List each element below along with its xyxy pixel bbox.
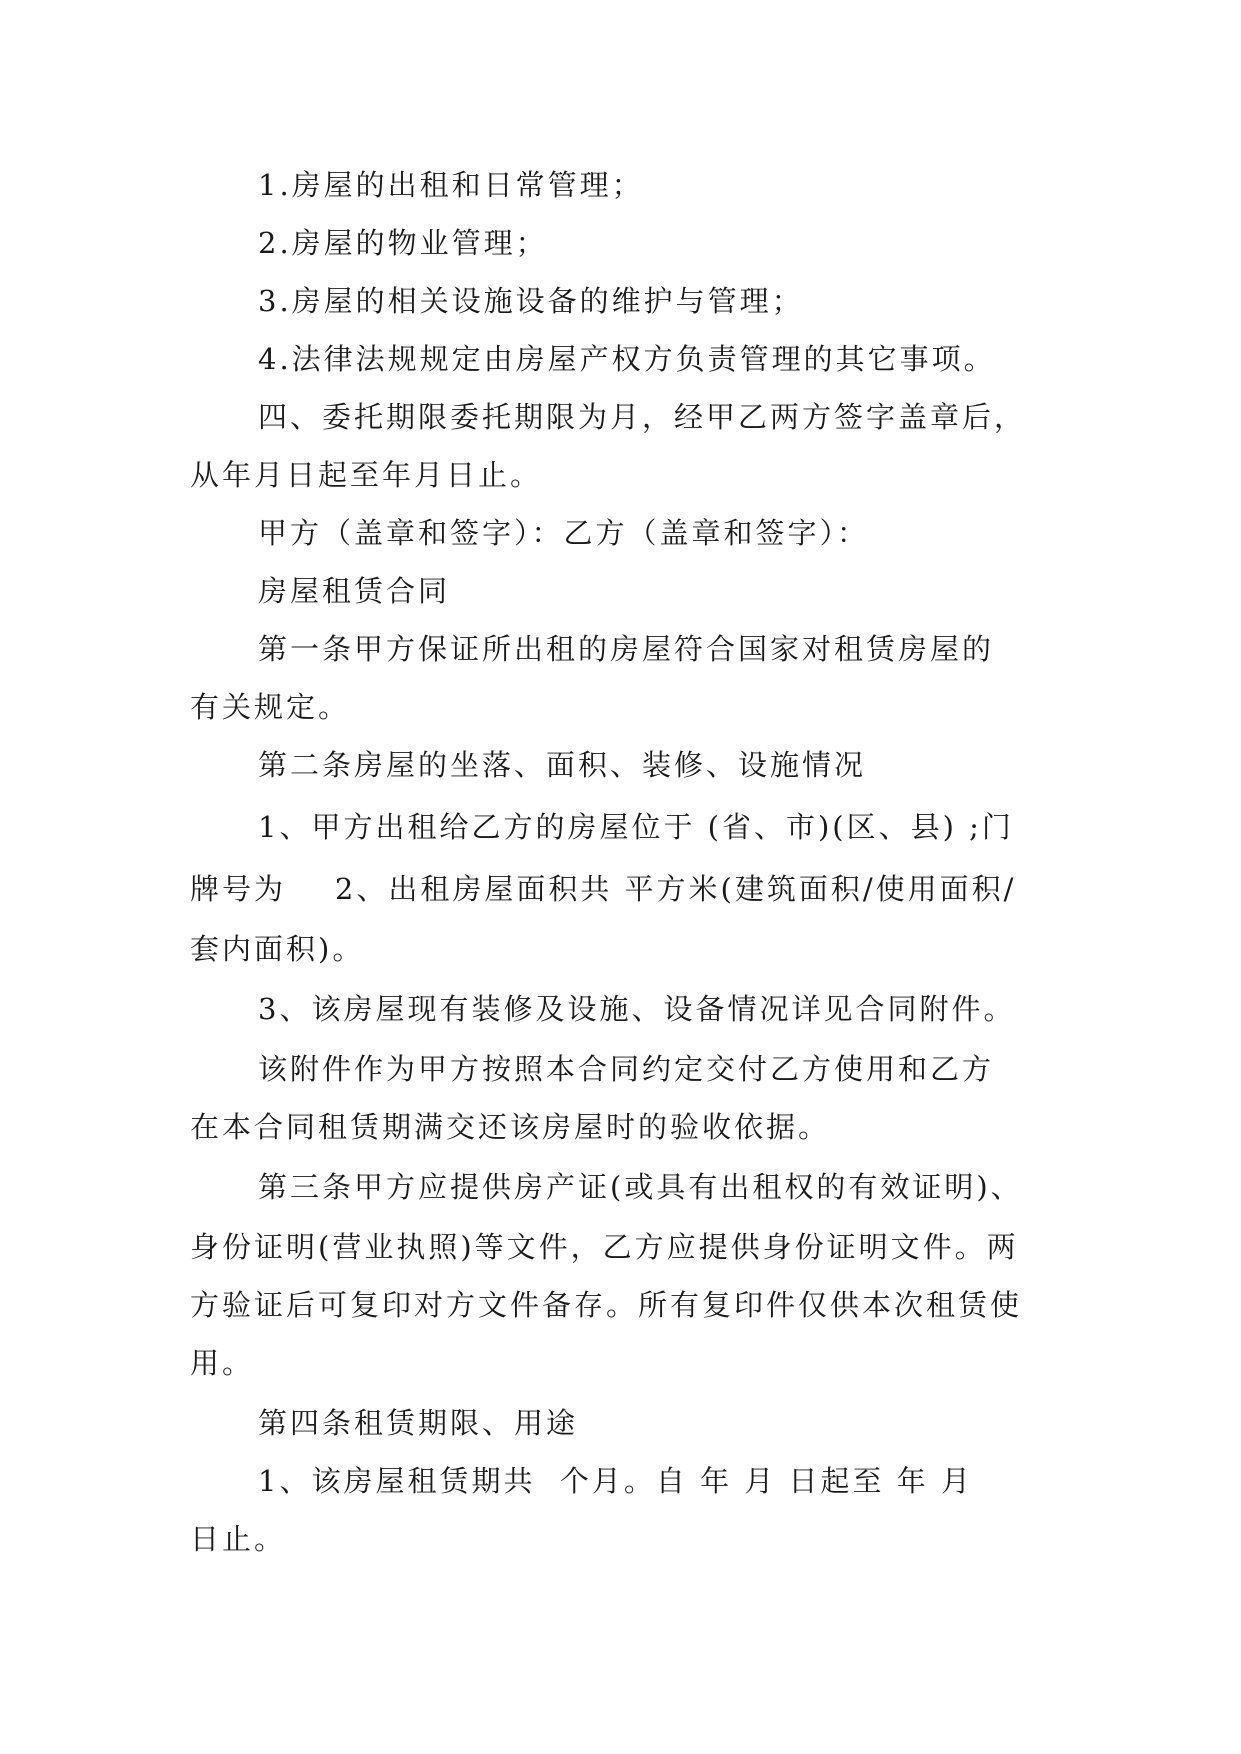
text-line: 4.法律法规规定由房屋产权方负责管理的其它事项。 bbox=[258, 342, 996, 376]
text-line: 3.房屋的相关设施设备的维护与管理； bbox=[258, 284, 804, 318]
text-line: 套内面积)。 bbox=[190, 932, 365, 966]
section-title: 房屋租赁合同 bbox=[258, 574, 451, 608]
text-line: 用。 bbox=[190, 1346, 255, 1380]
text-line: 第二条房屋的坐落、面积、装修、设施情况 bbox=[258, 748, 867, 782]
text-line: 从年月日起至年月日止。 bbox=[190, 458, 543, 492]
text-line: 2.房屋的物业管理； bbox=[258, 226, 548, 260]
text-line: 1.房屋的出租和日常管理； bbox=[258, 168, 644, 202]
text-line: 第三条甲方应提供房产证(或具有出租权的有效证明)、 bbox=[258, 1170, 1023, 1204]
text-line: 牌号为 2、出租房屋面积共 平方米(建筑面积/使用面积/ bbox=[190, 872, 1017, 906]
text-line: 四、委托期限委托期限为月，经甲乙两方签字盖章后， bbox=[258, 400, 1027, 434]
text-line: 该附件作为甲方按照本合同约定交付乙方使用和乙方 bbox=[258, 1052, 995, 1086]
text-line: 日止。 bbox=[190, 1522, 287, 1556]
text-line: 有关规定。 bbox=[190, 690, 351, 724]
text-line: 第一条甲方保证所出租的房屋符合国家对租赁房屋的 bbox=[258, 632, 995, 666]
text-line: 1、甲方出租给乙方的房屋位于 (省、市)(区、县) ;门 bbox=[258, 810, 1014, 844]
text-line: 甲方（盖章和签字）：乙方（盖章和签字）： bbox=[258, 516, 870, 550]
text-line: 在本合同租赁期满交还该房屋时的验收依据。 bbox=[190, 1110, 831, 1144]
text-line: 3、该房屋现有装修及设施、设备情况详见合同附件。 bbox=[258, 992, 1016, 1026]
text-line: 1、该房屋租赁期共 个月。自 年 月 日起至 年 月 bbox=[258, 1464, 973, 1498]
text-line: 方验证后可复印对方文件备存。所有复印件仅供本次租赁使 bbox=[190, 1288, 1023, 1322]
text-line: 身份证明(营业执照)等文件，乙方应提供身份证明文件。两 bbox=[190, 1230, 1019, 1264]
text-line: 第四条租赁期限、用途 bbox=[258, 1406, 579, 1440]
